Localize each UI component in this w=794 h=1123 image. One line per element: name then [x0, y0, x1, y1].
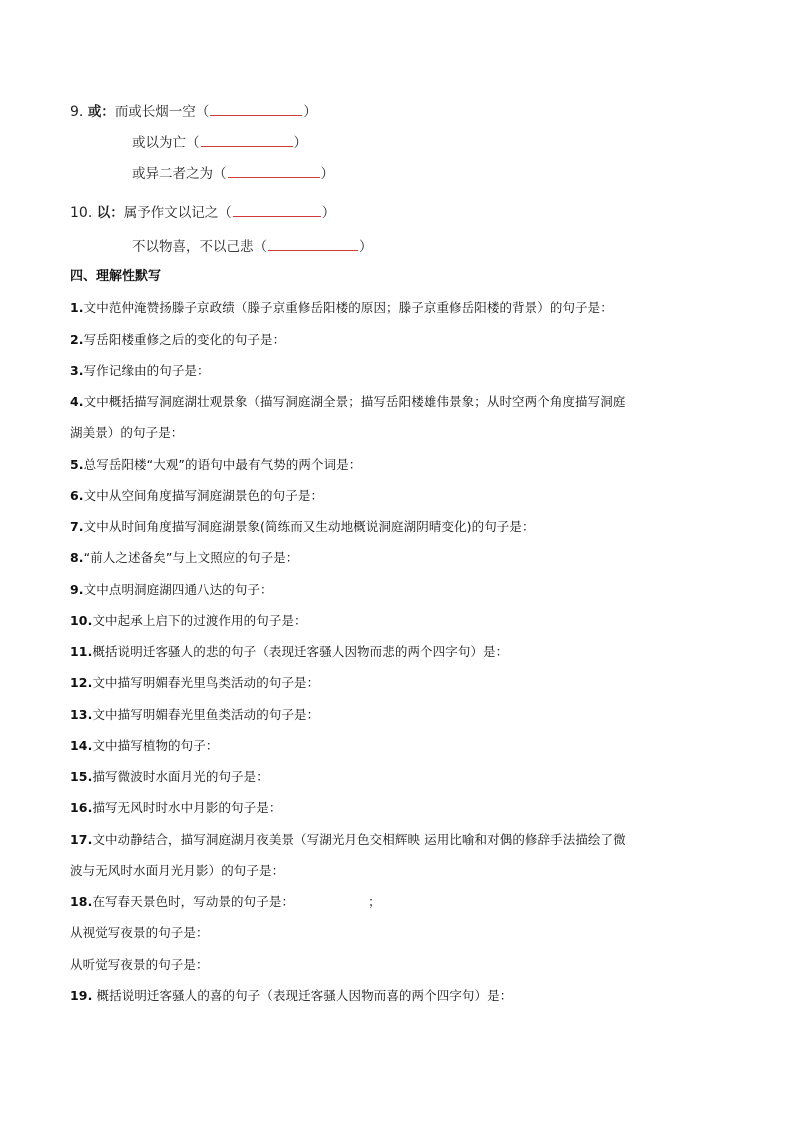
question-13	[70, 706, 319, 724]
question-text: 写作记缘由的句子是：	[83, 363, 210, 378]
question-number: 15.	[70, 769, 93, 784]
question-text: 概括说明迁客骚人的悲的句子（表现迁客骚人因物而悲的两个四字句）是：	[92, 644, 509, 659]
question-8	[70, 549, 298, 567]
question-11	[70, 643, 508, 661]
question-number: 18.	[70, 894, 93, 909]
question-text: 在写春天景色时，写动景的句子是：	[92, 894, 295, 909]
question-text: “前人之述备矣”与上文照应的句子是：	[83, 550, 299, 565]
vocab-sentence: 或以为亡（	[132, 135, 200, 151]
question-4	[70, 393, 625, 411]
vocab-sentence: 不以物喜，不以己悲（	[132, 239, 267, 255]
question-number: 7.	[70, 519, 84, 534]
close-paren: ）	[320, 166, 334, 182]
question-number: 8.	[70, 550, 84, 565]
vocab-headword: 以：	[96, 205, 124, 221]
question-15	[70, 768, 269, 786]
question-number: 17.	[70, 832, 93, 847]
question-text: 波与无风时水面月光月影）的句子是：	[70, 863, 285, 878]
answer-blank[interactable]	[233, 203, 321, 217]
question-number: 2.	[70, 332, 84, 347]
close-paren: ）	[293, 135, 307, 151]
question-text: 从听觉写夜景的句子是：	[70, 957, 209, 972]
question-number: 9.	[70, 582, 84, 597]
close-paren: ）	[303, 104, 317, 120]
question-17	[70, 831, 626, 849]
question-text: 描写微波时水面月光的句子是：	[92, 769, 269, 784]
question-16	[70, 799, 281, 817]
answer-blank[interactable]	[268, 237, 358, 251]
question-text: 文中范仲淹赞扬滕子京政绩（滕子京重修岳阳楼的原因；滕子京重修岳阳楼的背景）的句子是：	[83, 300, 613, 315]
vocab-item-huo-3	[132, 164, 334, 183]
answer-blank[interactable]	[228, 164, 320, 178]
question-18-auditory	[70, 956, 209, 974]
question-number: 12.	[70, 675, 93, 690]
question-number: 13.	[70, 707, 93, 722]
vocab-sentence: 而或长烟一空（	[114, 104, 210, 120]
semicolon: ；	[368, 894, 381, 909]
answer-blank[interactable]	[210, 102, 302, 116]
question-text: 文中点明洞庭湖四通八达的句子：	[83, 582, 273, 597]
vocab-item-huo-2	[132, 133, 307, 152]
question-5	[70, 456, 361, 474]
question-number: 10.	[70, 613, 93, 628]
question-6	[70, 487, 323, 505]
question-18-visual	[70, 924, 209, 942]
item-number: 10.	[70, 205, 97, 221]
vocab-item-huo-1	[70, 102, 317, 121]
question-18	[70, 893, 381, 911]
question-7	[70, 518, 535, 536]
vocab-sentence: 或异二者之为（	[132, 166, 227, 182]
question-text: 文中描写植物的句子：	[92, 738, 219, 753]
vocab-item-yi-2	[132, 237, 373, 256]
question-number: 6.	[70, 488, 84, 503]
question-text: 写岳阳楼重修之后的变化的句子是：	[83, 332, 286, 347]
question-3	[70, 362, 210, 380]
close-paren: ）	[321, 205, 336, 221]
question-number: 5.	[70, 457, 84, 472]
question-number: 14.	[70, 738, 93, 753]
question-text: 总写岳阳楼“大观”的语句中最有气势的两个词是：	[83, 457, 362, 472]
question-text: 文中起承上启下的过渡作用的句子是：	[92, 613, 307, 628]
item-number: 9.	[70, 104, 88, 120]
question-text: 文中描写明媚春光里鱼类活动的句子是：	[92, 707, 320, 722]
question-text: 湖美景）的句子是：	[70, 425, 184, 440]
question-17-continued	[70, 862, 284, 880]
vocab-sentence: 属予作文以记之（	[123, 205, 232, 221]
question-text: 文中动静结合，描写洞庭湖月夜美景（写湖光月色交相辉映 运用比喻和对偶的修辞手法描绘了微	[92, 832, 626, 847]
close-paren: ）	[359, 239, 373, 255]
question-14	[70, 737, 218, 755]
question-number: 16.	[70, 800, 93, 815]
question-text: 从视觉写夜景的句子是：	[70, 925, 209, 940]
question-number: 19.	[70, 988, 93, 1003]
answer-blank[interactable]	[201, 133, 293, 147]
question-number: 1.	[70, 300, 84, 315]
section-title: 四、理解性默写	[70, 269, 162, 284]
question-text: 文中描写明媚春光里鸟类活动的句子是：	[92, 675, 320, 690]
question-4-continued	[70, 424, 183, 442]
question-text: 概括说明迁客骚人的喜的句子（表现迁客骚人因物而喜的两个四字句）是：	[92, 988, 513, 1003]
question-number: 3.	[70, 363, 84, 378]
question-number: 4.	[70, 394, 84, 409]
question-text: 文中从空间角度描写洞庭湖景色的句子是：	[83, 488, 324, 503]
question-1	[70, 299, 613, 317]
question-19	[70, 987, 512, 1005]
question-text: 描写无风时时水中月影的句子是：	[92, 800, 282, 815]
question-2	[70, 331, 285, 349]
question-number: 11.	[70, 644, 93, 659]
question-9	[70, 581, 273, 599]
vocab-headword: 或：	[87, 104, 115, 120]
question-text: 文中从时间角度描写洞庭湖景象(简练而又生动地概说洞庭湖阴晴变化)的句子是：	[83, 519, 535, 534]
vocab-item-yi-1	[70, 203, 335, 222]
question-12	[70, 674, 319, 692]
question-text: 文中概括描写洞庭湖壮观景象（描写洞庭湖全景；描写岳阳楼雄伟景象；从时空两个角度描写洞庭	[83, 394, 626, 409]
question-10	[70, 612, 307, 630]
